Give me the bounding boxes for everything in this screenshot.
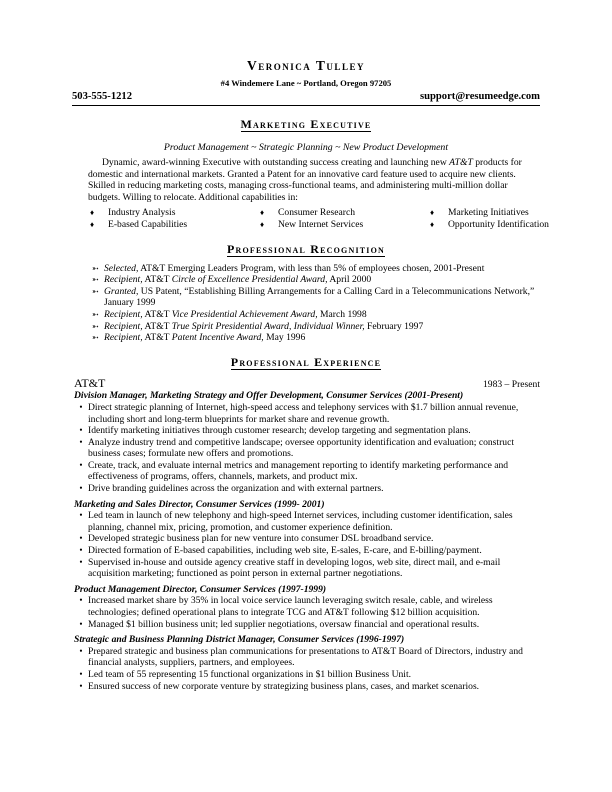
capability-item: ♦ E-based Capabilities	[90, 218, 188, 230]
award-item: ➵ Selected, AT&T Emerging Leaders Program, with less than 5% of employees chosen, 2001-Present	[92, 262, 485, 274]
role-title: Marketing and Sales Director, Consumer Services (1999- 2001)	[74, 498, 325, 510]
role-bullets	[72, 646, 540, 692]
bullet-dot-icon: •	[79, 483, 83, 494]
role-bullet: • Drive branding guidelines across the organization and with external partners.	[74, 483, 540, 495]
role-bullet: • Ensured success of new corporate venture by strategizing business plans, cases, and market scenarios.	[74, 681, 540, 693]
role-bullet: • Increased market share by 35% in local voice service launch leveraging switch resale, cable, and wireless technologies; defined operational plans to integrate TCG and AT&T following $12 billion acquisition.	[74, 595, 540, 618]
candidate-name: Veronica Tulley	[247, 58, 365, 73]
company-name: AT&T	[74, 375, 106, 390]
bullet-dot-icon: •	[79, 545, 83, 556]
bullet-dot-icon: •	[79, 436, 83, 447]
header-divider	[72, 105, 540, 106]
capability-item: ♦ New Internet Services	[260, 218, 364, 230]
capabilities-list	[72, 207, 549, 230]
role-bullet: • Led team of 55 representing 15 functional organizations in $1 billion Business Unit.	[74, 669, 540, 681]
role-title: Product Management Director, Consumer Services (1997-1999)	[74, 583, 327, 595]
bullet-dot-icon: •	[79, 595, 83, 606]
diamond-bullet-icon: ♦	[260, 219, 265, 229]
role-bullet: • Led team in launch of new telephony and high-speed Internet services, including customer identification, sales planning, channel mix, pricing, promotion, and customer experience definition.	[74, 510, 540, 533]
role-title: Division Manager, Marketing Strategy and Offer Development, Consumer Services (2001-Present)	[74, 390, 464, 402]
arrow-bullet-icon: ➵	[92, 309, 99, 319]
role-bullet: • Managed $1 billion business unit; led supplier negotiations, oversaw financial and operational results.	[74, 619, 540, 631]
specialty-subtitle: Product Management ~ Strategic Planning ~ New Product Development	[163, 142, 449, 153]
role-bullets	[72, 510, 540, 580]
arrow-bullet-icon: ➵	[92, 275, 99, 285]
bullet-dot-icon: •	[79, 510, 83, 521]
arrow-bullet-icon: ➵	[92, 286, 99, 296]
section-heading-marketing	[72, 118, 540, 133]
role-bullets	[72, 402, 540, 495]
arrow-bullet-icon: ➵	[92, 333, 99, 343]
role-bullet: • Create, track, and evaluate internal metrics and management reporting to identify marketing performance and effectiveness of programs, offers, channels, markets, and product mix.	[74, 460, 540, 483]
role-bullet: • Supervised in-house and outside agency creative staff in developing logos, web site, direct mail, and e-mail acquisition marketing; functioned as point person in external partner negotiations.	[74, 557, 540, 580]
section-heading-recognition	[72, 243, 540, 258]
candidate-address: #4 Windemere Lane ~ Portland, Oregon 97205	[220, 78, 392, 88]
email-address[interactable]: support@resumeedge.com	[420, 91, 540, 102]
section-heading-experience	[72, 356, 540, 371]
summary-paragraph: Dynamic, award-winning Executive with outstanding success creating and launching new AT&T products for domestic and international markets. Granted a Patent for an innovative card feature used to acquire new clients. Skilled in reducing marketing costs, managing cross-functional teams, and administering multi-million dollar budgets. Willing to relocate. Additional capabilities in:	[88, 157, 522, 203]
section-title-text: Professional Experience	[230, 354, 382, 369]
award-item: ➵ Granted, US Patent, “Establishing Billing Arrangements for a Calling Card in a Telecommunications Network,” January 1999	[92, 285, 535, 309]
bullet-dot-icon: •	[79, 401, 83, 412]
capability-item: ♦ Marketing Initiatives	[430, 207, 529, 219]
award-item: ➵ Recipient, AT&T Vice Presidential Achievement Award, March 1998	[92, 308, 367, 320]
bullet-dot-icon: •	[79, 618, 83, 629]
section-title-text: Marketing Executive	[240, 117, 372, 131]
role-bullet: • Directed formation of E-based capabilities, including web site, E-sales, E-care, and E-billing/payment.	[74, 545, 540, 557]
employment-years: 1983 – Present	[482, 378, 540, 390]
bullet-dot-icon: •	[79, 645, 83, 656]
bullet-dot-icon: •	[79, 668, 83, 679]
arrow-bullet-icon: ➵	[92, 321, 99, 331]
award-item: ➵ Recipient, AT&T True Spirit Presidential Award, Individual Winner, February 1997	[92, 320, 424, 332]
diamond-bullet-icon: ♦	[430, 219, 435, 229]
section-title-text: Professional Recognition	[226, 241, 386, 256]
role-bullet: • Analyze industry trend and competitive landscape; oversee opportunity identification and evaluation; construct business cases; formulate new offers and promotions.	[74, 437, 540, 460]
award-item: ➵ Recipient, AT&T Circle of Excellence Presidential Award, April 2000	[92, 274, 372, 286]
role-bullet: • Prepared strategic and business plan communications for presentations to AT&T Board of Directors, industry and financial analysts, suppliers, partners, and employees.	[74, 646, 540, 669]
bullet-dot-icon: •	[79, 425, 83, 436]
role-bullet: • Developed strategic business plan for new venture into consumer DSL broadband service.	[74, 533, 540, 545]
capability-item: ♦ Industry Analysis	[90, 207, 176, 219]
diamond-bullet-icon: ♦	[90, 208, 95, 218]
bullet-dot-icon: •	[79, 680, 83, 691]
role-bullet: • Direct strategic planning of Internet, high-speed access and telephony services with $1.7 billion annual revenue, including short and long-term blueprints for market share and revenue growth.	[74, 402, 540, 425]
bullet-dot-icon: •	[79, 533, 83, 544]
bullet-dot-icon: •	[79, 556, 83, 567]
diamond-bullet-icon: ♦	[260, 208, 265, 218]
diamond-bullet-icon: ♦	[430, 208, 435, 218]
bullet-dot-icon: •	[79, 459, 83, 470]
phone-number: 503-555-1212	[72, 91, 133, 102]
awards-list	[72, 263, 540, 344]
capability-item: ♦ Consumer Research	[260, 207, 355, 219]
capability-item: ♦ Opportunity Identification	[430, 218, 549, 230]
company-row	[72, 377, 540, 391]
award-item: ➵ Recipient, AT&T Patent Incentive Award, May 1996	[92, 332, 306, 344]
role-bullets	[72, 595, 540, 630]
arrow-bullet-icon: ➵	[92, 263, 99, 273]
contact-row	[72, 91, 540, 103]
role-title: Strategic and Business Planning District Manager, Consumer Services (1996-1997)	[74, 634, 405, 646]
diamond-bullet-icon: ♦	[90, 219, 95, 229]
role-bullet: • Identify marketing initiatives through customer research; develop targeting and segmentation plans.	[74, 425, 540, 437]
